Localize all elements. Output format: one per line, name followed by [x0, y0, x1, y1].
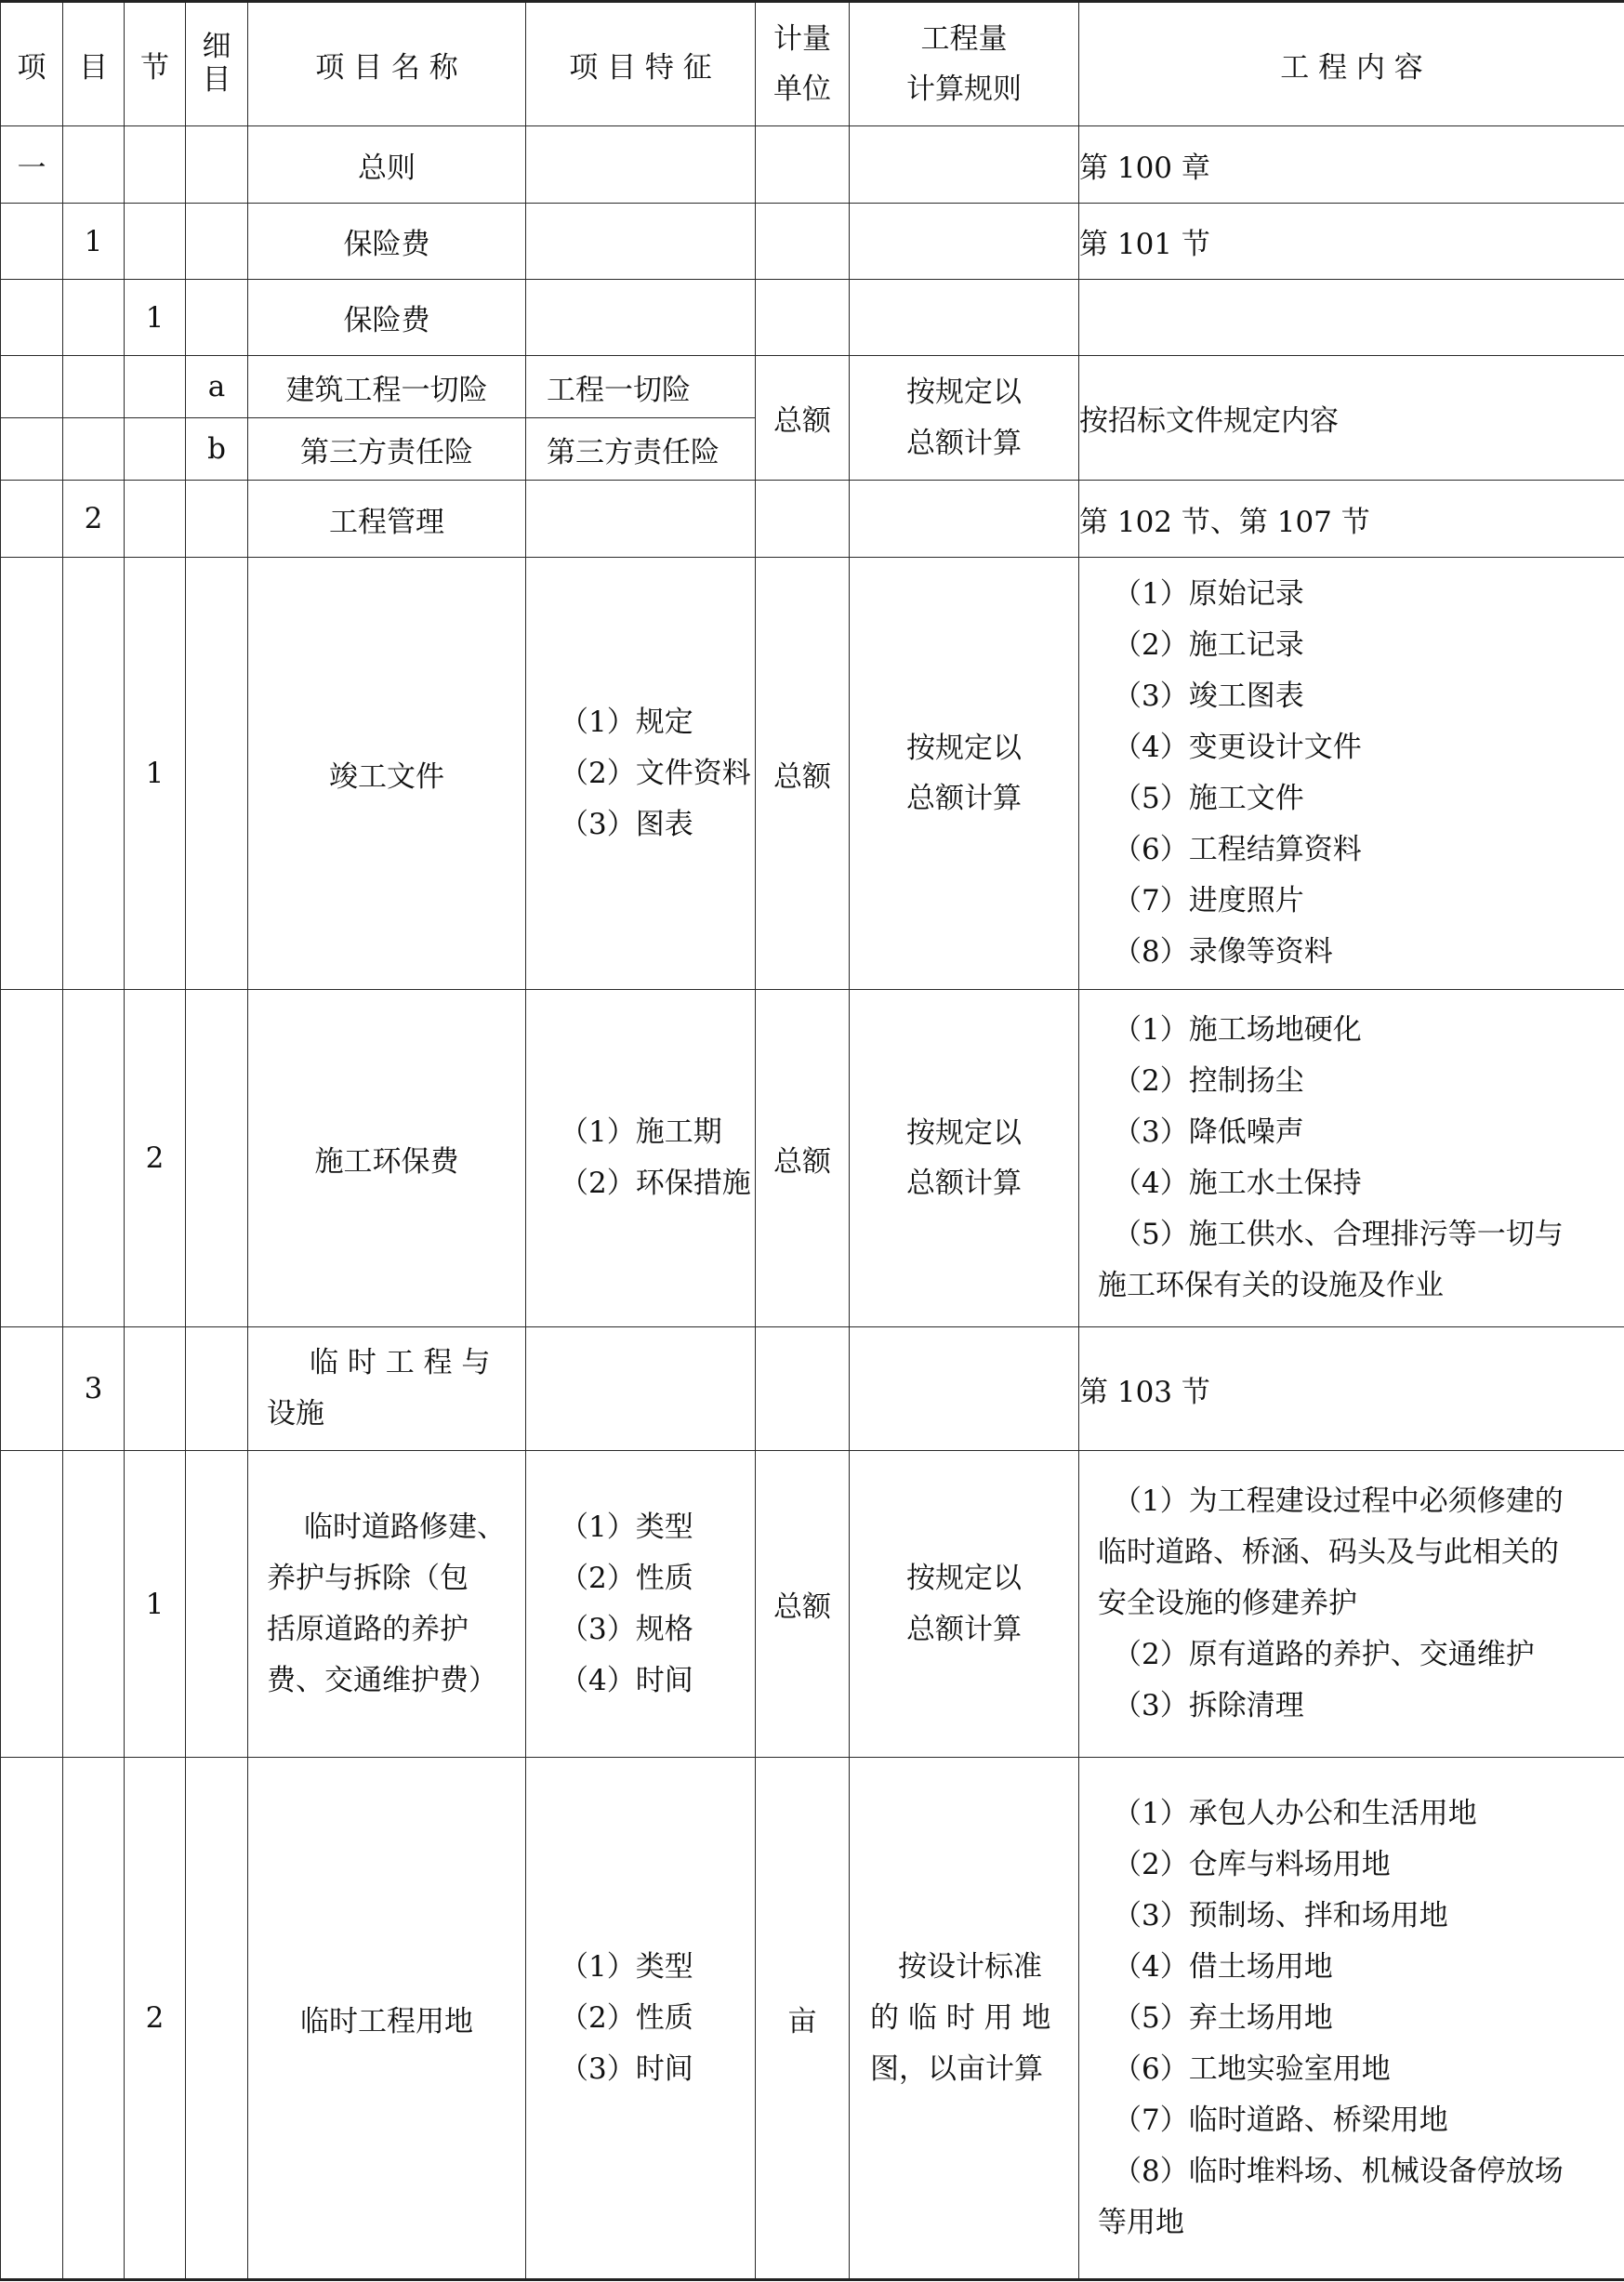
- table-row: [1, 558, 1624, 990]
- cell-feature: [526, 481, 756, 558]
- header-ximu-line: 细: [202, 30, 231, 64]
- cell-xiang: [1, 1758, 63, 2280]
- cell-ximu: b: [186, 418, 248, 481]
- content-line: 施工环保有关的设施及作业: [1098, 1269, 1444, 1302]
- content-line: （5）弃土场用地: [1113, 2000, 1333, 2035]
- content-line: （6）工地实验室用地: [1113, 2051, 1391, 2086]
- content-line: 等用地: [1098, 2205, 1184, 2239]
- content-line: （4）变更设计文件: [1113, 731, 1362, 764]
- cell-feature: [526, 558, 756, 990]
- feature-line: （1）施工期: [560, 1115, 722, 1149]
- cell-ximu: [186, 1327, 248, 1451]
- cell-jie: [125, 1327, 186, 1451]
- cell-jie: 1: [125, 1451, 186, 1758]
- cell-mu: [63, 990, 125, 1327]
- rule-line: 图，以亩计算: [870, 2051, 1043, 2086]
- cell-feature: 第三方责任险: [526, 418, 756, 481]
- content-line: （2）原有道路的养护、交通维护: [1113, 1638, 1535, 1671]
- cell-ximu: [186, 1451, 248, 1758]
- feature-line: （1）规定: [560, 705, 693, 739]
- cell-jie: 1: [125, 558, 186, 990]
- content-line: （3）降低噪声: [1113, 1115, 1304, 1149]
- cell-content: 第 100 章: [1079, 126, 1624, 204]
- cell-name: 临时工程用地: [248, 1758, 526, 2280]
- cell-jie: 2: [125, 990, 186, 1327]
- feature-line: （2）性质: [560, 1561, 693, 1595]
- cell-unit: [756, 126, 850, 204]
- content-line: （1）原始记录: [1113, 577, 1304, 611]
- cell-ximu: a: [186, 356, 248, 418]
- header-rule-line: 计算规则: [906, 73, 1022, 106]
- cell-ximu: [186, 280, 248, 356]
- cell-rule: [850, 990, 1079, 1327]
- cell-rule: [850, 204, 1079, 280]
- feature-line: （1）类型: [560, 1510, 693, 1544]
- cell-mu: [63, 1758, 125, 2280]
- content-line: （3）预制场、拌和场用地: [1113, 1898, 1448, 1932]
- cell-feature: [526, 204, 756, 280]
- cell-xiang: [1, 1327, 63, 1451]
- header-unit: [756, 2, 850, 126]
- table-row: [1, 1327, 1624, 1451]
- rule-line: 按规定以: [906, 1115, 1022, 1150]
- content-line: 安全设施的修建养护: [1098, 1587, 1357, 1620]
- cell-jie: [125, 418, 186, 481]
- cell-ximu: [186, 558, 248, 990]
- table-row: [1, 1451, 1624, 1758]
- cell-rule: [850, 126, 1079, 204]
- cell-ximu: [186, 126, 248, 204]
- cell-rule: [850, 558, 1079, 990]
- cell-xiang: [1, 356, 63, 418]
- cell-content: 第 103 节: [1079, 1327, 1624, 1451]
- cell-unit: 总额: [756, 356, 850, 481]
- table-row: [1, 1758, 1624, 2280]
- rule-line: 按规定以: [906, 376, 1022, 410]
- cell-mu: [63, 280, 125, 356]
- cell-unit: [756, 204, 850, 280]
- cell-content: 第 101 节: [1079, 204, 1624, 280]
- cell-name: 竣工文件: [248, 558, 526, 990]
- content-line: （3）拆除清理: [1113, 1689, 1304, 1722]
- cell-name: 工程管理: [248, 481, 526, 558]
- content-line: （4）施工水土保持: [1113, 1167, 1362, 1200]
- content-line: （1）承包人办公和生活用地: [1113, 1796, 1477, 1830]
- cell-mu: [63, 1451, 125, 1758]
- cell-rule: [850, 280, 1079, 356]
- feature-line: （2）性质: [560, 2000, 693, 2035]
- rule-line: 按规定以: [906, 1562, 1022, 1596]
- content-line: （1）施工场地硬化: [1113, 1013, 1362, 1047]
- cell-ximu: [186, 990, 248, 1327]
- cell-mu: [63, 126, 125, 204]
- cell-name: 保险费: [248, 280, 526, 356]
- table-row: [1, 356, 1624, 418]
- feature-line: （3）时间: [560, 2051, 693, 2086]
- cell-feature: [526, 280, 756, 356]
- header-rule: [850, 2, 1079, 126]
- table-row: [1, 990, 1624, 1327]
- cell-xiang: [1, 558, 63, 990]
- cell-jie: 2: [125, 1758, 186, 2280]
- cell-mu: 3: [63, 1327, 125, 1451]
- cell-rule: [850, 1327, 1079, 1451]
- cell-unit: [756, 1327, 850, 1451]
- cell-unit: [756, 280, 850, 356]
- cell-rule: [850, 356, 1079, 481]
- name-line: 括原道路的养护: [267, 1612, 469, 1646]
- cell-content: [1079, 1758, 1624, 2280]
- rule-line: 总额计算: [906, 1612, 1022, 1646]
- header-ximu-line: 目: [202, 63, 231, 97]
- table-row: [1, 204, 1624, 280]
- cell-ximu: [186, 1758, 248, 2280]
- cell-mu: [63, 558, 125, 990]
- cell-xiang: [1, 204, 63, 280]
- cell-rule: [850, 1451, 1079, 1758]
- cell-name: 保险费: [248, 204, 526, 280]
- cell-name: [248, 1451, 526, 1758]
- content-line: （4）借土场用地: [1113, 1949, 1333, 1984]
- content-line: （2）仓库与料场用地: [1113, 1847, 1391, 1881]
- header-content: 工 程 内 容: [1079, 2, 1624, 126]
- cell-feature: [526, 990, 756, 1327]
- content-line: （2）控制扬尘: [1113, 1064, 1304, 1098]
- content-line: （8）录像等资料: [1113, 935, 1333, 969]
- cell-unit: 总额: [756, 1451, 850, 1758]
- cell-xiang: [1, 481, 63, 558]
- header-xiang: 项: [1, 2, 63, 126]
- content-line: （7）进度照片: [1113, 884, 1304, 917]
- content-line: （5）施工供水、合理排污等一切与: [1113, 1218, 1564, 1251]
- cell-unit: 总额: [756, 558, 850, 990]
- cell-feature: [526, 126, 756, 204]
- cell-name: 总则: [248, 126, 526, 204]
- header-feature: 项 目 特 征: [526, 2, 756, 126]
- cell-feature: 工程一切险: [526, 356, 756, 418]
- header-jie: 节: [125, 2, 186, 126]
- table-row: [1, 280, 1624, 356]
- header-unit-line: 计量: [773, 21, 831, 56]
- cell-content: [1079, 990, 1624, 1327]
- header-ximu: [186, 2, 248, 126]
- cell-feature: [526, 1758, 756, 2280]
- cell-ximu: [186, 204, 248, 280]
- cell-feature: [526, 1451, 756, 1758]
- name-line: 养护与拆除（包: [267, 1561, 469, 1595]
- cell-name: [248, 1327, 526, 1451]
- feature-line: （2）文件资料: [560, 756, 751, 790]
- rule-line: 按设计标准: [898, 1949, 1042, 1984]
- header-mu: 目: [63, 2, 125, 126]
- cell-unit: 亩: [756, 1758, 850, 2280]
- cell-mu: [63, 356, 125, 418]
- cell-content: [1079, 280, 1624, 356]
- name-line: 设施: [267, 1397, 324, 1431]
- header-unit-line: 单位: [773, 73, 831, 106]
- content-line: （2）施工记录: [1113, 628, 1304, 662]
- table-row: [1, 481, 1624, 558]
- cell-rule: [850, 481, 1079, 558]
- content-line: 临时道路、桥涵、码头及与此相关的: [1098, 1536, 1559, 1569]
- content-line: （7）临时道路、桥梁用地: [1113, 2103, 1448, 2137]
- cell-content: [1079, 558, 1624, 990]
- cell-jie: 1: [125, 280, 186, 356]
- cell-xiang: [1, 1451, 63, 1758]
- cell-unit: [756, 481, 850, 558]
- feature-line: （1）类型: [560, 1949, 693, 1984]
- cell-jie: [125, 204, 186, 280]
- content-line: （3）竣工图表: [1113, 679, 1304, 713]
- name-line: 临时道路修建、: [304, 1510, 506, 1544]
- content-line: （1）为工程建设过程中必须修建的: [1113, 1484, 1564, 1518]
- cell-mu: 2: [63, 481, 125, 558]
- cell-mu: [63, 418, 125, 481]
- cell-feature: [526, 1327, 756, 1451]
- content-line: （8）临时堆料场、机械设备停放场: [1113, 2154, 1564, 2188]
- cell-xiang: [1, 990, 63, 1327]
- rule-line: 按规定以: [906, 731, 1022, 765]
- rule-line: 总额计算: [906, 426, 1022, 460]
- cell-ximu: [186, 481, 248, 558]
- cell-xiang: 一: [1, 126, 63, 204]
- cell-rule: [850, 1758, 1079, 2280]
- feature-line: （2）环保措施: [560, 1167, 751, 1200]
- cell-name: 施工环保费: [248, 990, 526, 1327]
- cell-xiang: [1, 418, 63, 481]
- feature-line: （3）规格: [560, 1612, 693, 1646]
- name-line: 临 时 工 程 与: [310, 1346, 491, 1379]
- header-rule-line: 工程量: [920, 21, 1008, 56]
- feature-line: （3）图表: [560, 807, 693, 841]
- cell-name: 建筑工程一切险: [248, 356, 526, 418]
- header-row: [1, 2, 1624, 126]
- cell-mu: 1: [63, 204, 125, 280]
- cell-content: 按招标文件规定内容: [1079, 356, 1624, 481]
- rule-line: 总额计算: [906, 1167, 1022, 1200]
- cell-jie: [125, 481, 186, 558]
- feature-line: （4）时间: [560, 1663, 693, 1697]
- name-line: 费、交通维护费）: [267, 1663, 497, 1697]
- cell-content: [1079, 1451, 1624, 1758]
- content-line: （5）施工文件: [1113, 782, 1304, 815]
- cell-content: 第 102 节、第 107 节: [1079, 481, 1624, 558]
- table-row: [1, 126, 1624, 204]
- header-name: 项 目 名 称: [248, 2, 526, 126]
- rule-line: 总额计算: [906, 782, 1022, 815]
- cell-xiang: [1, 280, 63, 356]
- cell-unit: 总额: [756, 990, 850, 1327]
- cell-jie: [125, 356, 186, 418]
- cell-name: 第三方责任险: [248, 418, 526, 481]
- rule-line: 的 临 时 用 地: [870, 2000, 1051, 2035]
- content-line: （6）工程结算资料: [1113, 833, 1362, 866]
- cell-jie: [125, 126, 186, 204]
